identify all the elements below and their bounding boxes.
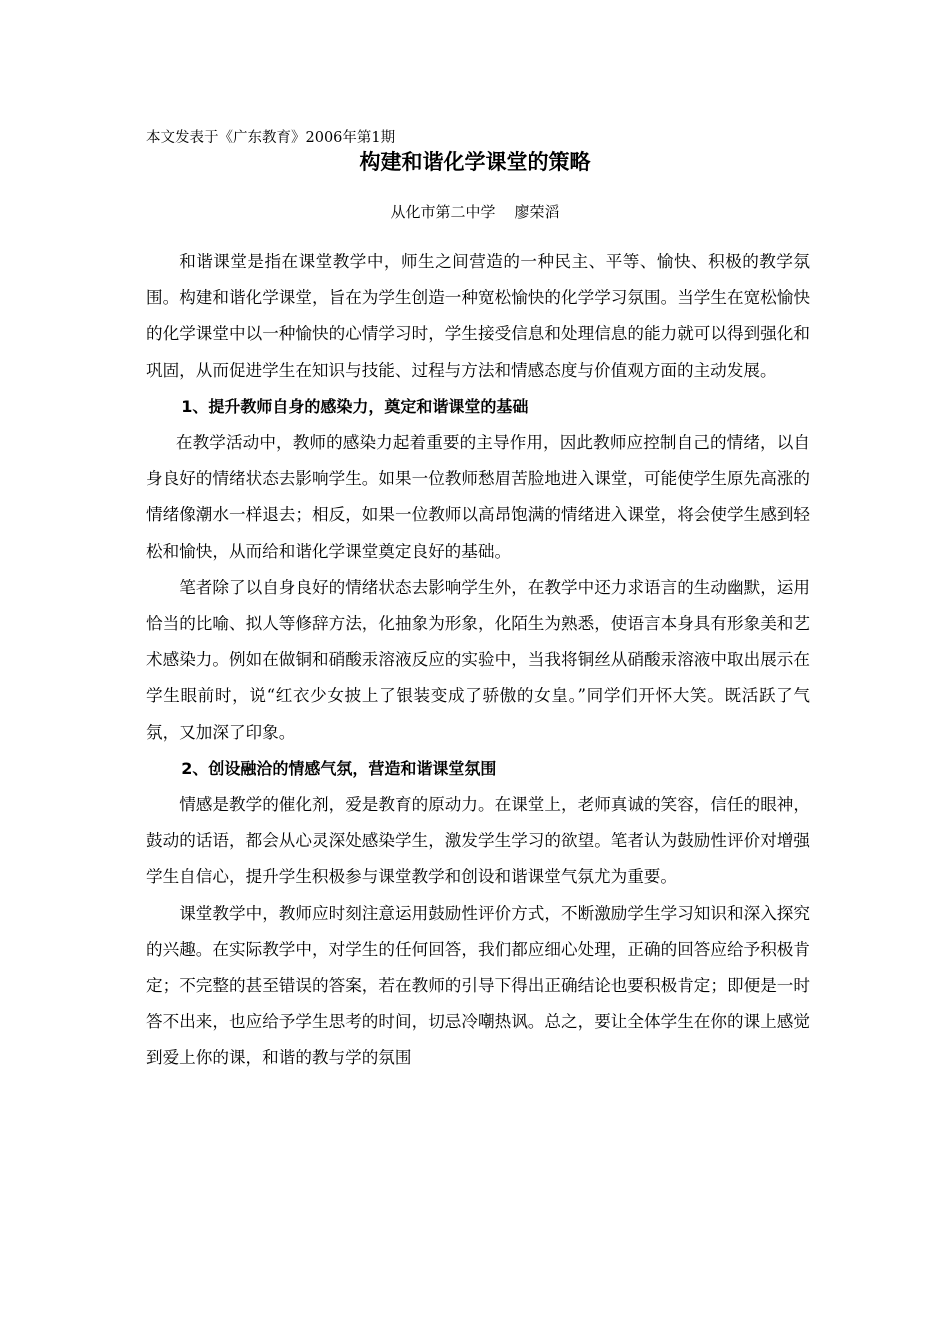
article-body <box>146 244 810 1077</box>
intro-paragraph: 和谐课堂是指在课堂教学中，师生之间营造的一种民主、平等、愉快、积极的教学氛围。构建和谐化学课堂，旨在为学生创造一种宽松愉快的化学学习氛围。当学生在宽松愉快的化学课堂中以一种愉快的心情学习时，学生接受信息和处理信息的能力就可以得到强化和巩固，从而促进学生在知识与技能、过程与方法和情感态度与价值观方面的主动发展。 <box>146 252 810 380</box>
section-2-heading: 2、创设融洽的情感气氛，营造和谐课堂氛围 <box>181 758 497 778</box>
section-1-heading: 1、提升教师自身的感染力，奠定和谐课堂的基础 <box>181 396 529 416</box>
section-2-paragraph-2: 课堂教学中，教师应时刻注意运用鼓励性评价方式，不断激励学生学习知识和深入探究的兴趣。在实际教学中，对学生的任何回答，我们都应细心处理，正确的回答应给予积极肯定；不完整的甚至错误的答案，若在教师的引导下得出正确结论也要积极肯定；即便是一时答不出来，也应给予学生思考的时间，切忌冷嘲热讽。总之，要让全体学生在你的课上感觉到爱上你的课，和谐的教与学的氛围 <box>146 903 810 1068</box>
source-note: 本文发表于《广东教育》2006年第1期 <box>146 130 396 146</box>
page-title: 构建和谐化学课堂的策略 <box>359 150 591 174</box>
author-line: 从化市第二中学 廖荣滔 <box>390 203 560 221</box>
section-1-paragraph-1: 在教学活动中，教师的感染力起着重要的主导作用，因此教师应控制自己的情绪，以自身良好的情绪状态去影响学生。如果一位教师愁眉苦脸地进入课堂，可能使学生原先高涨的情绪像潮水一样退去；相反，如果一位教师以高昂饱满的情绪进入课堂，将会使学生感到轻松和愉快，从而给和谐化学课堂奠定良好的基础。 <box>146 433 810 561</box>
section-1-paragraph-2: 笔者除了以自身良好的情绪状态去影响学生外，在教学中还力求语言的生动幽默，运用恰当的比喻、拟人等修辞方法，化抽象为形象，化陌生为熟悉，使语言本身具有形象美和艺术感染力。例如在做铜和硝酸汞溶液反应的实验中，当我将铜丝从硝酸汞溶液中取出展示在学生眼前时，说“红衣少女披上了银装变成了骄傲的女皇。”同学们开怀大笑。既活跃了气氛，又加深了印象。 <box>146 577 810 742</box>
section-2-paragraph-1: 情感是教学的催化剂，爱是教育的原动力。在课堂上，老师真诚的笑容，信任的眼神，鼓动的话语，都会从心灵深处感染学生，激发学生学习的欲望。笔者认为鼓励性评价对增强学生自信心，提升学生积极参与课堂教学和创设和谐课堂气氛尤为重要。 <box>146 795 810 887</box>
